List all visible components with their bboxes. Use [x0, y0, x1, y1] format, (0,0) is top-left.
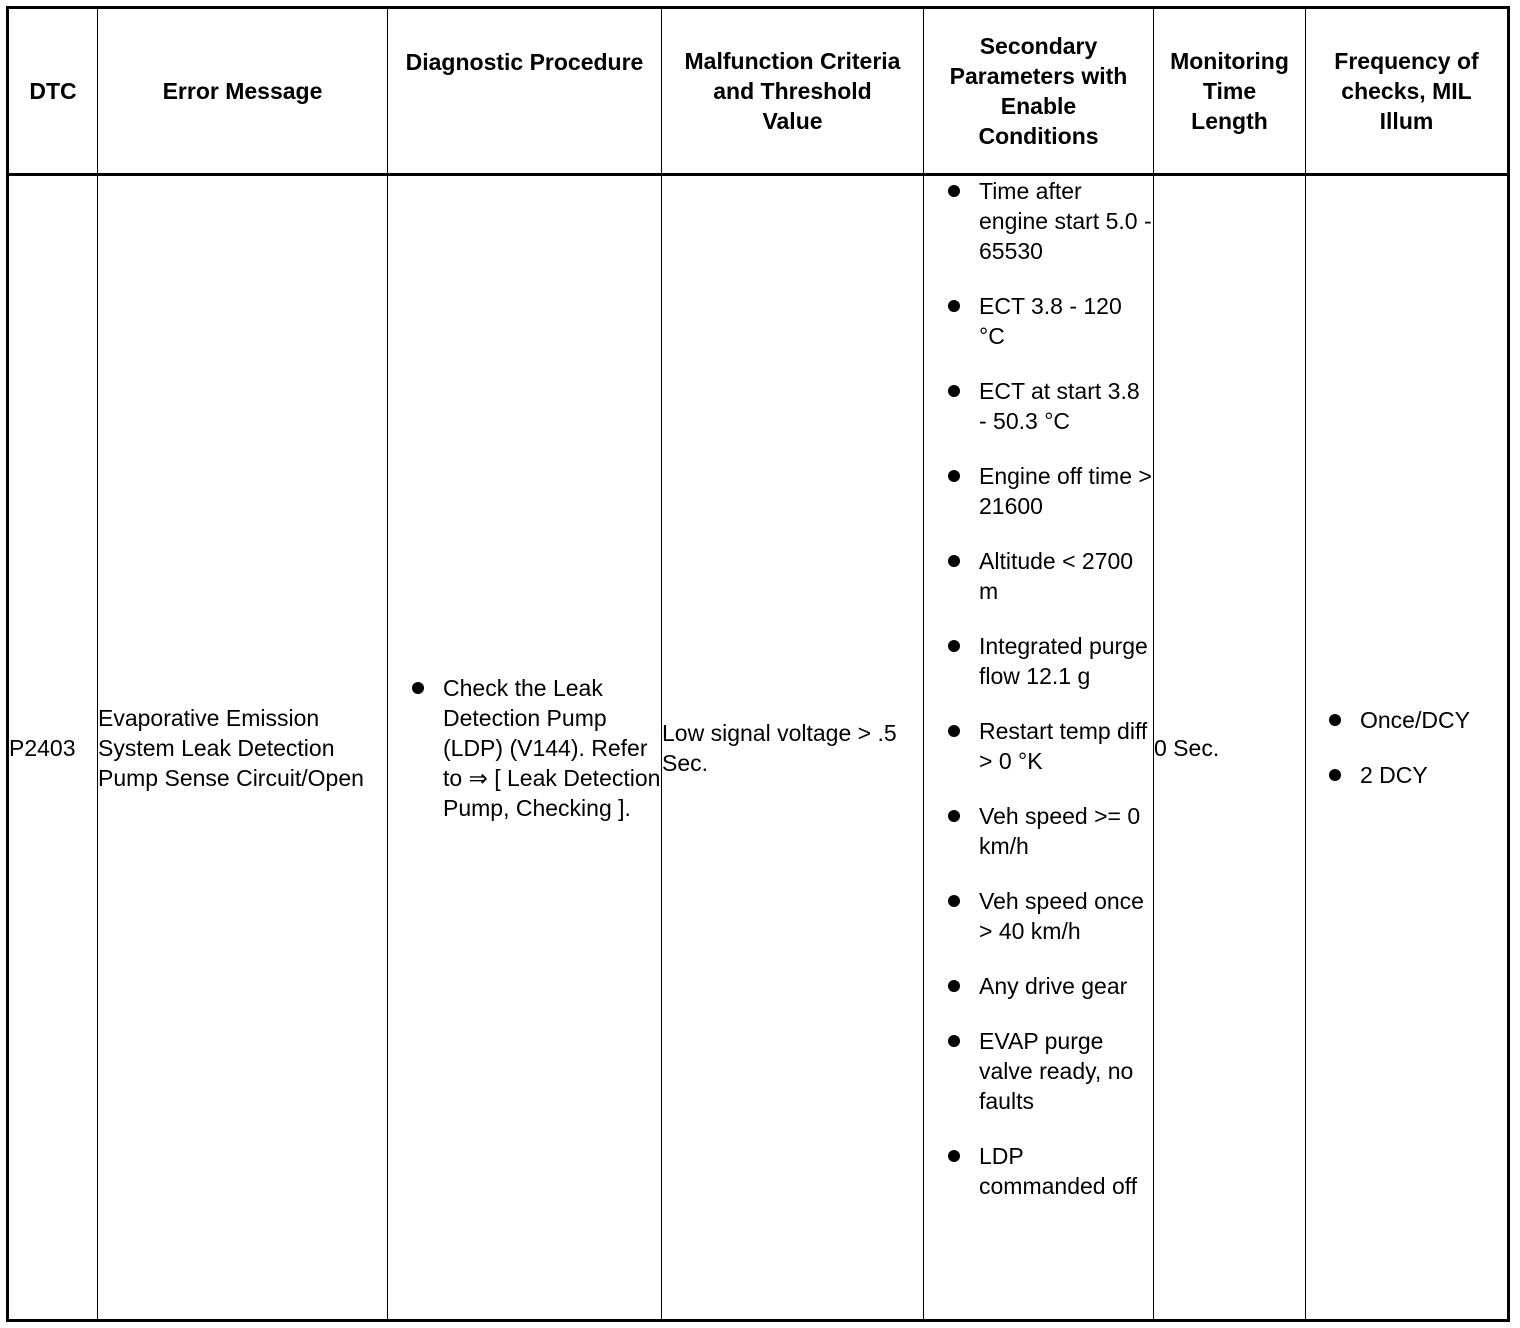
dtc-table: [6, 6, 1510, 1322]
bullet-icon: [412, 682, 424, 694]
header-monitoring-time: Monitoring Time Length: [1154, 8, 1306, 175]
secondary-item: [924, 631, 1153, 691]
bullet-icon: [948, 300, 960, 312]
diagnostic-procedure: [388, 175, 662, 1321]
bullet-icon: [948, 185, 960, 197]
error-message: Evaporative Emission System Leak Detection Pump Sense Circuit/Open: [98, 175, 388, 1321]
header-diagnostic-procedure: Diagnostic Procedure: [388, 8, 662, 175]
secondary-item: [924, 971, 1153, 1001]
procedure-item: [388, 673, 661, 823]
secondary-text: LDP commanded off: [979, 1143, 1138, 1199]
monitoring-time: 0 Sec.: [1154, 175, 1306, 1321]
bullet-icon: [1329, 714, 1341, 726]
header-dtc: DTC: [8, 8, 98, 175]
bullet-icon: [948, 980, 960, 992]
bullet-icon: [948, 470, 960, 482]
secondary-text: Veh speed >= 0 km/h: [979, 803, 1141, 859]
bullet-icon: [948, 555, 960, 567]
secondary-text: Time after engine start 5.0 - 65530: [979, 178, 1152, 264]
table-row: [8, 175, 1509, 1321]
frequency-item: [1306, 705, 1507, 735]
secondary-text: Restart temp diff > 0 °K: [979, 718, 1148, 774]
bullet-icon: [948, 385, 960, 397]
secondary-item: [924, 1026, 1153, 1116]
secondary-item: [924, 1141, 1153, 1201]
secondary-parameters: [924, 175, 1154, 1321]
bullet-icon: [948, 725, 960, 737]
secondary-text: Any drive gear: [979, 973, 1128, 999]
header-frequency: Frequency of checks, MIL Illum: [1306, 8, 1509, 175]
secondary-item: [924, 291, 1153, 351]
bullet-icon: [948, 1035, 960, 1047]
secondary-item: [924, 716, 1153, 776]
secondary-item: [924, 176, 1153, 266]
bullet-icon: [948, 895, 960, 907]
bullet-icon: [948, 640, 960, 652]
malfunction-threshold: Low signal voltage > .5 Sec.: [662, 175, 924, 1321]
secondary-text: EVAP purge valve ready, no faults: [979, 1028, 1134, 1114]
header-secondary-parameters: Secondary Parameters with Enable Conditions: [924, 8, 1154, 175]
frequency-item: [1306, 760, 1507, 790]
secondary-item: [924, 886, 1153, 946]
secondary-item: [924, 801, 1153, 861]
secondary-text: ECT 3.8 - 120 °C: [979, 293, 1122, 349]
secondary-item: [924, 461, 1153, 521]
dtc-code: P2403: [8, 175, 98, 1321]
bullet-icon: [948, 810, 960, 822]
secondary-text: Veh speed once > 40 km/h: [979, 888, 1144, 944]
secondary-text: Integrated purge flow 12.1 g: [979, 633, 1148, 689]
header-malfunction-criteria: Malfunction Criteria and Threshold Value: [662, 8, 924, 175]
table-header: [8, 8, 1509, 175]
bullet-icon: [948, 1150, 960, 1162]
secondary-item: [924, 546, 1153, 606]
frequency-text: 2 DCY: [1360, 762, 1428, 788]
secondary-text: Altitude < 2700 m: [979, 548, 1134, 604]
bullet-icon: [1329, 769, 1341, 781]
procedure-text: Check the Leak Detection Pump (LDP) (V144). Refer to ⇒ [ Leak Detection Pump, Checking ].: [443, 674, 661, 821]
secondary-item: [924, 376, 1153, 436]
secondary-text: ECT at start 3.8 - 50.3 °C: [979, 378, 1140, 434]
secondary-text: Engine off time > 21600: [979, 463, 1152, 519]
frequency-checks: [1306, 175, 1509, 1321]
frequency-text: Once/DCY: [1360, 707, 1470, 733]
header-error-message: Error Message: [98, 8, 388, 175]
